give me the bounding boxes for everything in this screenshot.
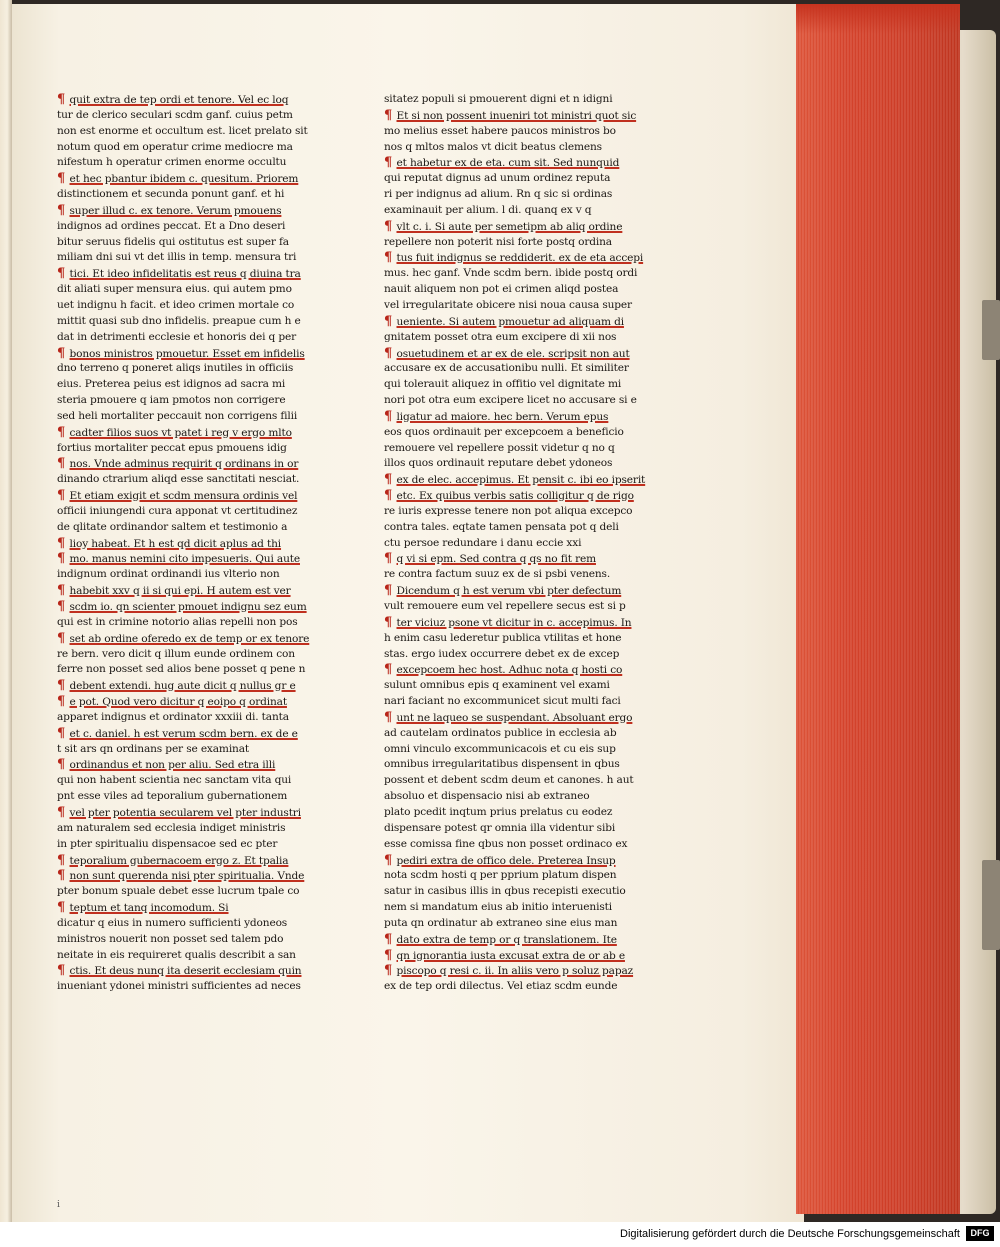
text-line-content: dato extra de temp or q translationem. Ite <box>396 933 617 946</box>
pilcrow-rubric-icon: ¶ <box>384 472 397 488</box>
text-line <box>384 773 669 789</box>
text-line-content: tici. Et ideo infidelitatis est reus q diuina tra <box>69 268 301 281</box>
text-line <box>57 853 342 869</box>
text-line-content: distinctionem et secunda ponunt ganf. et hi <box>57 188 285 201</box>
text-line <box>384 615 669 631</box>
pilcrow-rubric-icon: ¶ <box>57 92 70 107</box>
text-line-content: tus fuit indignus se reddiderit. ex de eta accepi <box>396 252 644 265</box>
text-line <box>384 108 669 124</box>
text-line <box>384 647 669 663</box>
pilcrow-rubric-icon: ¶ <box>384 852 397 868</box>
text-line-content: qui non habent scientia nec sanctam vita qui <box>57 774 292 787</box>
text-line <box>384 203 669 219</box>
text-line-content: habebit xxv q ii si qui epi. H autem est ver <box>69 585 291 598</box>
text-line <box>384 124 669 140</box>
text-line-content: re bern. vero dicit q illum eunde ordinem con <box>57 647 295 660</box>
text-line-content: bitur seruus fidelis qui ostitutus est super fa <box>57 235 289 248</box>
text-line-content: nem si mandatum eius ab initio interuenisti <box>384 901 612 914</box>
text-line-content: teptum et tanq incomodum. Si <box>69 902 229 915</box>
text-line-content: mo. manus nemini cito impesueris. Qui aute <box>69 553 300 566</box>
text-line-content: ex de tep ordi dilectus. Vel etiaz scdm eunde <box>384 980 618 993</box>
text-line <box>384 140 669 156</box>
text-line <box>57 298 342 314</box>
pilcrow-rubric-icon: ¶ <box>57 535 70 551</box>
pilcrow-rubric-icon: ¶ <box>384 345 397 361</box>
text-line <box>384 330 669 346</box>
text-line <box>57 837 342 853</box>
text-line <box>57 140 342 156</box>
text-line-content: qn ignorantia iusta excusat extra de or ab e <box>396 949 625 962</box>
text-line-content: bonos ministros pmouetur. Esset em infidelis <box>69 347 305 360</box>
text-line <box>384 171 669 187</box>
text-line-content: dat in detrimenti ecclesie et honoris dei q per <box>57 330 297 343</box>
pilcrow-rubric-icon: ¶ <box>57 345 70 361</box>
text-line-content: neitate in eis requireret qualis describit a san <box>57 948 296 961</box>
pilcrow-rubric-icon: ¶ <box>57 852 70 868</box>
clasp-bottom <box>982 860 1000 950</box>
text-line <box>384 742 669 758</box>
text-line <box>384 726 669 742</box>
text-line-content: ministros nouerit non posset sed talem pdo <box>57 932 284 945</box>
text-line <box>384 266 669 282</box>
pilcrow-rubric-icon: ¶ <box>57 599 70 614</box>
text-line <box>57 631 342 647</box>
text-line <box>57 567 342 583</box>
text-line-content: t sit ars qn ordinans per se examinat <box>57 742 250 755</box>
text-line-content: et hec pbantur ibidem c. quesitum. Priorem <box>69 173 299 186</box>
text-line <box>57 647 342 663</box>
text-line-content: apparet indignus et ordinator xxxiii di. tanta <box>57 710 289 723</box>
text-line-content: re contra factum suuz ex de si psbi venens. <box>384 568 611 581</box>
text-line-content: dispensare potest qr omnia illa videntur sibi <box>384 821 616 834</box>
text-line-content: dno terreno q poneret aliqs inutiles in officiis <box>57 362 294 375</box>
text-line-content: ordinandus et non per aliu. Sed etra illi <box>69 759 276 772</box>
text-line <box>384 884 669 900</box>
pilcrow-rubric-icon: ¶ <box>57 202 70 218</box>
text-line <box>57 504 342 520</box>
text-line <box>384 155 669 171</box>
text-line-content: non est enorme et occultum est. licet prelato sit <box>57 124 308 137</box>
text-line-content: examinauit per alium. l di. quanq ex v q <box>384 203 592 216</box>
text-line <box>384 92 669 108</box>
text-line <box>384 805 669 821</box>
text-line-content: unt ne laqueo se suspendant. Absoluant ergo <box>396 711 633 724</box>
text-line <box>57 805 342 821</box>
red-fore-edge <box>796 4 960 1214</box>
text-line-content: ex de elec. accepimus. Et pensit c. ibi eo ipserit <box>396 474 646 487</box>
text-line <box>384 235 669 251</box>
text-line-content: indignum ordinat ordinandi ius vlterio non <box>57 568 280 581</box>
text-line-content: nota scdm hosti q per pprium platum dispen <box>384 869 617 882</box>
left-page-edge <box>0 0 12 1222</box>
text-line <box>384 551 669 567</box>
text-line-content: scdm io. qn scienter pmouet indignu sez eum <box>69 601 307 613</box>
text-line <box>384 361 669 377</box>
text-line <box>57 108 342 124</box>
text-line <box>384 187 669 203</box>
text-line <box>57 171 342 187</box>
text-line-content: omni vinculo excommunicacois et cu eis sup <box>384 742 616 755</box>
text-line-content: set ab ordine oferedo ex de temp or ex tenore <box>69 632 310 645</box>
pilcrow-rubric-icon: ¶ <box>384 583 397 599</box>
text-line-content: ctu persoe redundare i danu eccie xxi <box>384 536 582 549</box>
text-line-content: plato pcedit inqtum prius prelatus cu eodez <box>384 805 613 818</box>
text-line <box>384 567 669 583</box>
text-line <box>57 678 342 694</box>
text-line-content: qui est in crimine notorio alias repelli non pos <box>57 615 298 628</box>
text-line <box>57 694 342 710</box>
text-line <box>57 868 342 884</box>
text-line <box>57 520 342 536</box>
text-line-content: quit extra de tep ordi et tenore. Vel ec loq <box>69 94 289 106</box>
text-line-content: officii iniungendi cura apponat vt certitudinez <box>57 504 298 517</box>
text-line <box>57 536 342 552</box>
text-line <box>384 314 669 330</box>
text-line <box>57 916 342 932</box>
text-line-content: sitatez populi si pmouerent digni et n idigni <box>384 93 613 105</box>
pilcrow-rubric-icon: ¶ <box>57 583 70 599</box>
text-line <box>57 710 342 726</box>
pilcrow-rubric-icon: ¶ <box>384 155 397 171</box>
pilcrow-rubric-icon: ¶ <box>57 424 70 440</box>
text-line <box>57 472 342 488</box>
text-line-content: esse comissa fine qbus non posset ordinaco ex <box>384 837 628 850</box>
text-line-content: am naturalem sed ecclesia indiget ministris <box>57 821 286 834</box>
text-line <box>57 92 342 108</box>
text-line-content: ueniente. Si autem pmouetur ad aliquam di <box>396 315 624 328</box>
text-line-content: Et si non possent inueniri tot ministri quot sic <box>396 109 637 122</box>
page-mark: i <box>57 1200 60 1210</box>
text-line <box>57 203 342 219</box>
text-line-content: puta qn ordinatur ab extraneo sine eius man <box>384 916 618 929</box>
text-line <box>57 425 342 441</box>
pilcrow-rubric-icon: ¶ <box>384 250 397 266</box>
text-line <box>57 583 342 599</box>
pilcrow-rubric-icon: ¶ <box>384 662 397 678</box>
pilcrow-rubric-icon: ¶ <box>384 488 397 504</box>
pilcrow-rubric-icon: ¶ <box>384 614 397 630</box>
text-line <box>384 219 669 235</box>
text-line <box>57 250 342 266</box>
text-line <box>57 346 342 362</box>
text-line-content: h enim casu lederetur publica vtilitas et hone <box>384 631 622 644</box>
pilcrow-rubric-icon: ¶ <box>57 171 70 187</box>
text-line-content: nori pot otra eum excipere licet no accusare si e <box>384 394 637 407</box>
text-line-content: piscopo q resi c. ii. In aliis vero p soluz papaz <box>396 965 634 978</box>
text-line-content: e pot. Quod vero dicitur q eoipo q ordinat <box>69 696 287 709</box>
text-line <box>384 488 669 504</box>
text-line <box>384 853 669 869</box>
fore-edge-shadow <box>796 4 960 34</box>
text-line-content: omnibus irregularitatibus dispensent in qbus <box>384 758 620 771</box>
text-line-content: dit aliati super mensura eius. qui autem pmo <box>57 283 292 296</box>
text-line <box>384 948 669 964</box>
text-line <box>384 979 669 995</box>
text-line <box>57 821 342 837</box>
pilcrow-rubric-icon: ¶ <box>384 931 397 947</box>
text-line-content: nari faciant no excommunicet sicut multi faci <box>384 695 621 708</box>
pilcrow-rubric-icon: ¶ <box>57 963 70 979</box>
text-line-content: repellere non poterit nisi forte postq ordina <box>384 235 612 248</box>
text-line <box>57 742 342 758</box>
text-line <box>57 963 342 979</box>
text-line-content: pediri extra de offico dele. Preterea Insup <box>396 854 616 867</box>
text-line <box>384 393 669 409</box>
text-line <box>384 963 669 979</box>
text-line <box>57 441 342 457</box>
text-line <box>384 456 669 472</box>
text-line <box>57 377 342 393</box>
text-line <box>57 773 342 789</box>
text-line-content: Et etiam exigit et scdm mensura ordinis vel <box>69 490 298 503</box>
text-line-content: vel irregularitate obicere nisi noua causa super <box>384 298 632 311</box>
text-line <box>384 282 669 298</box>
text-line-content: stas. ergo iudex occurrere debet ex de excep <box>384 647 620 660</box>
text-line-content: nos q mltos malos vt dicit beatus clemens <box>384 140 602 153</box>
text-line-content: nauit aliquem non pot ei crimen aliqd postea <box>384 283 619 296</box>
text-line-content: ligatur ad maiore. hec bern. Verum epus <box>396 410 609 423</box>
text-line-content: nos. Vnde adminus requirit q ordinans in or <box>69 458 299 471</box>
text-line-content: miliam dni sui vt det illis in temp. mensura tri <box>57 251 297 264</box>
text-line-content: de qlitate ordinandor saltem et testimonio a <box>57 520 288 533</box>
text-line <box>384 425 669 441</box>
text-line-content: remouere vel repellere possit videtur q no q <box>384 441 615 454</box>
text-line-content: vlt c. i. Si aute per semetipm ab aliq ordine <box>396 220 623 233</box>
pilcrow-rubric-icon: ¶ <box>384 107 397 123</box>
text-line <box>57 757 342 773</box>
text-line <box>57 409 342 425</box>
text-line-content: mus. hec ganf. Vnde scdm bern. ibide postq ordi <box>384 267 638 280</box>
pilcrow-rubric-icon: ¶ <box>57 868 70 884</box>
text-line <box>384 599 669 615</box>
pilcrow-rubric-icon: ¶ <box>384 408 397 424</box>
text-line <box>57 361 342 377</box>
text-line <box>57 155 342 171</box>
text-line-content: pter bonum spuale debet esse lucrum tpale co <box>57 885 300 898</box>
text-line-content: ad cautelam ordinatos publice in ecclesia ab <box>384 726 617 739</box>
text-line-content: excepcoem hec host. Adhuc nota q hosti co <box>396 664 623 677</box>
text-line-content: vel pter potentia secularem vel pter industri <box>69 806 301 819</box>
pilcrow-rubric-icon: ¶ <box>57 488 70 504</box>
pilcrow-rubric-icon: ¶ <box>57 804 70 820</box>
pilcrow-rubric-icon: ¶ <box>57 725 70 741</box>
text-line-content: super illud c. ex tenore. Verum pmouens <box>69 204 282 217</box>
text-line <box>384 662 669 678</box>
text-line-content: satur in casibus illis in qbus recepisti executio <box>384 885 626 898</box>
text-line <box>57 884 342 900</box>
text-line-content: sed heli mortaliter peccauit non corrigens filii <box>57 409 298 422</box>
text-line-content: et c. daniel. h est verum scdm bern. ex de e <box>69 727 298 740</box>
text-line-content: sulunt omnibus epis q examinent vel exami <box>384 679 610 692</box>
text-line <box>57 900 342 916</box>
text-line-content: non sunt querenda nisi pter spiritualia. Vnde <box>69 870 305 883</box>
text-line <box>57 615 342 631</box>
text-line-content: nifestum h operatur crimen enorme occultu <box>57 156 287 169</box>
text-line <box>384 678 669 694</box>
text-line <box>384 757 669 773</box>
text-line <box>384 441 669 457</box>
text-line <box>57 393 342 409</box>
footer-bar <box>0 1222 1000 1247</box>
text-line-content: q vi si epm. Sed contra q qs no fit rem <box>396 553 596 566</box>
text-line <box>57 314 342 330</box>
text-line <box>57 789 342 805</box>
text-line <box>384 868 669 884</box>
text-line <box>57 932 342 948</box>
text-line-content: lioy habeat. Et h est qd dicit aplus ad thi <box>69 537 282 550</box>
text-line <box>384 932 669 948</box>
text-line-content: steria pmouere q iam pmotos non corrigere <box>57 394 286 407</box>
text-column-left <box>57 92 342 995</box>
text-line <box>57 979 342 995</box>
text-line-content: vult remouere eum vel repellere secus est si p <box>384 600 626 612</box>
text-line <box>384 631 669 647</box>
text-line-content: pnt esse viles ad teporalium gubernationem <box>57 790 288 803</box>
text-line <box>57 235 342 251</box>
pilcrow-rubric-icon: ¶ <box>57 694 70 710</box>
text-line <box>57 456 342 472</box>
text-line <box>384 789 669 805</box>
text-line-content: gnitatem posset otra eum excipere di xii nos <box>384 330 617 343</box>
text-line <box>384 536 669 552</box>
text-line <box>384 377 669 393</box>
pilcrow-rubric-icon: ¶ <box>57 456 70 472</box>
text-line-content: teporalium gubernacoem ergo z. Et tpalia <box>69 854 289 867</box>
text-line <box>384 409 669 425</box>
text-line <box>384 298 669 314</box>
text-line-content: re iuris expresse tenere non pot aliqua excepco <box>384 504 633 517</box>
book-page <box>12 4 804 1222</box>
text-line-content: ctis. Et deus nunq ita deserit ecclesiam quin <box>69 965 302 978</box>
text-line-content: ter viciuz psone vt dicitur in c. accepimus. In <box>396 616 632 629</box>
text-line-content: eius. Preterea peius est idignos ad sacra mi <box>57 378 286 391</box>
funding-credit: Digitalisierung gefördert durch die Deutsche Forschungsgemeinschaft <box>620 1228 960 1240</box>
text-line <box>384 900 669 916</box>
text-line <box>384 710 669 726</box>
text-line-content: notum quod em operatur crime mediocre ma <box>57 140 293 153</box>
text-line-content: absoluo et dispensacio nisi ab extraneo <box>384 790 590 803</box>
pilcrow-rubric-icon: ¶ <box>57 551 70 567</box>
text-line <box>57 599 342 615</box>
text-line <box>384 472 669 488</box>
text-line <box>384 504 669 520</box>
text-line-content: dinando ctrarium aliqd esse sanctitati nesciat. <box>57 473 300 486</box>
text-line-content: tur de clerico seculari scdm ganf. cuius petm <box>57 108 293 121</box>
text-line-content: qui reputat dignus ad unum ordinez reputa <box>384 172 611 185</box>
text-line-content: et habetur ex de eta. cum sit. Sed nunquid <box>396 157 620 170</box>
text-line-content: Dicendum q h est verum vbi pter defectum <box>396 585 622 598</box>
text-line-content: fortius mortaliter peccat epus pmouens idig <box>57 441 287 454</box>
text-line-content: eos quos ordinauit per excepcoem a beneficio <box>384 425 624 438</box>
text-line <box>384 837 669 853</box>
pilcrow-rubric-icon: ¶ <box>57 266 70 282</box>
text-line <box>57 551 342 567</box>
text-line-content: debent extendi. hug aute dicit q nullus gr e <box>69 680 296 693</box>
text-line-content: contra tales. eqtate tamen pensata pot q deli <box>384 520 619 533</box>
pilcrow-rubric-icon: ¶ <box>384 963 397 979</box>
text-line <box>57 948 342 964</box>
text-column-right <box>384 92 669 995</box>
text-line-content: cadter filios suos vt patet i reg v ergo mlto <box>69 426 292 439</box>
text-line-content: osuetudinem et ar ex de ele. scripsit non aut <box>396 347 630 360</box>
text-line <box>384 916 669 932</box>
text-line-content: mo melius esset habere paucos ministros bo <box>384 124 616 137</box>
pilcrow-rubric-icon: ¶ <box>57 757 70 773</box>
pilcrow-rubric-icon: ¶ <box>57 678 70 694</box>
text-line <box>384 694 669 710</box>
text-line <box>384 583 669 599</box>
dfg-logo: DFG <box>966 1226 994 1241</box>
pilcrow-rubric-icon: ¶ <box>384 218 397 234</box>
pilcrow-rubric-icon: ¶ <box>57 630 70 646</box>
clasp-top <box>982 300 1000 360</box>
pilcrow-rubric-icon: ¶ <box>384 947 397 963</box>
text-line <box>57 330 342 346</box>
text-line-content: qui tolerauit aliquez in offitio vel dignitate mi <box>384 378 622 391</box>
text-line <box>57 187 342 203</box>
pilcrow-rubric-icon: ¶ <box>384 551 397 567</box>
text-line <box>57 282 342 298</box>
text-line <box>384 346 669 362</box>
text-line-content: inueniant ydonei ministri sufficientes ad neces <box>57 980 301 993</box>
text-line-content: etc. Ex quibus verbis satis colligitur q de rigo <box>396 490 634 503</box>
pilcrow-rubric-icon: ¶ <box>57 900 70 916</box>
text-line-content: illos quos ordinauit reputare debet ydoneos <box>384 457 613 470</box>
text-line-content: mittit quasi sub dno infidelis. preapue cum h e <box>57 314 301 327</box>
text-line-content: ri per indignus ad alium. Rn q sic si ordinas <box>384 188 613 201</box>
text-line-content: uet indignu h facit. et ideo crimen mortale co <box>57 298 295 311</box>
text-line <box>384 250 669 266</box>
text-line <box>57 266 342 282</box>
text-line-content: ferre non posset sed alios bene posset q pene n <box>57 663 306 676</box>
text-line <box>57 726 342 742</box>
text-line <box>57 488 342 504</box>
text-line <box>57 219 342 235</box>
text-line <box>384 821 669 837</box>
text-line <box>57 662 342 678</box>
text-line-content: indignos ad ordines peccat. Et a Dno deseri <box>57 219 286 232</box>
text-line <box>384 520 669 536</box>
text-line-content: possent et debent scdm deum et canones. h aut <box>384 774 634 787</box>
pilcrow-rubric-icon: ¶ <box>384 313 397 329</box>
text-line-content: in pter spiritualiu dispensacoe sed ec pter <box>57 837 278 850</box>
pilcrow-rubric-icon: ¶ <box>384 709 397 725</box>
text-line <box>57 124 342 140</box>
text-line-content: dicatur q eius in numero sufficienti ydoneos <box>57 916 288 929</box>
text-line-content: accusare ex de accusationibu nulli. Et similiter <box>384 362 629 375</box>
